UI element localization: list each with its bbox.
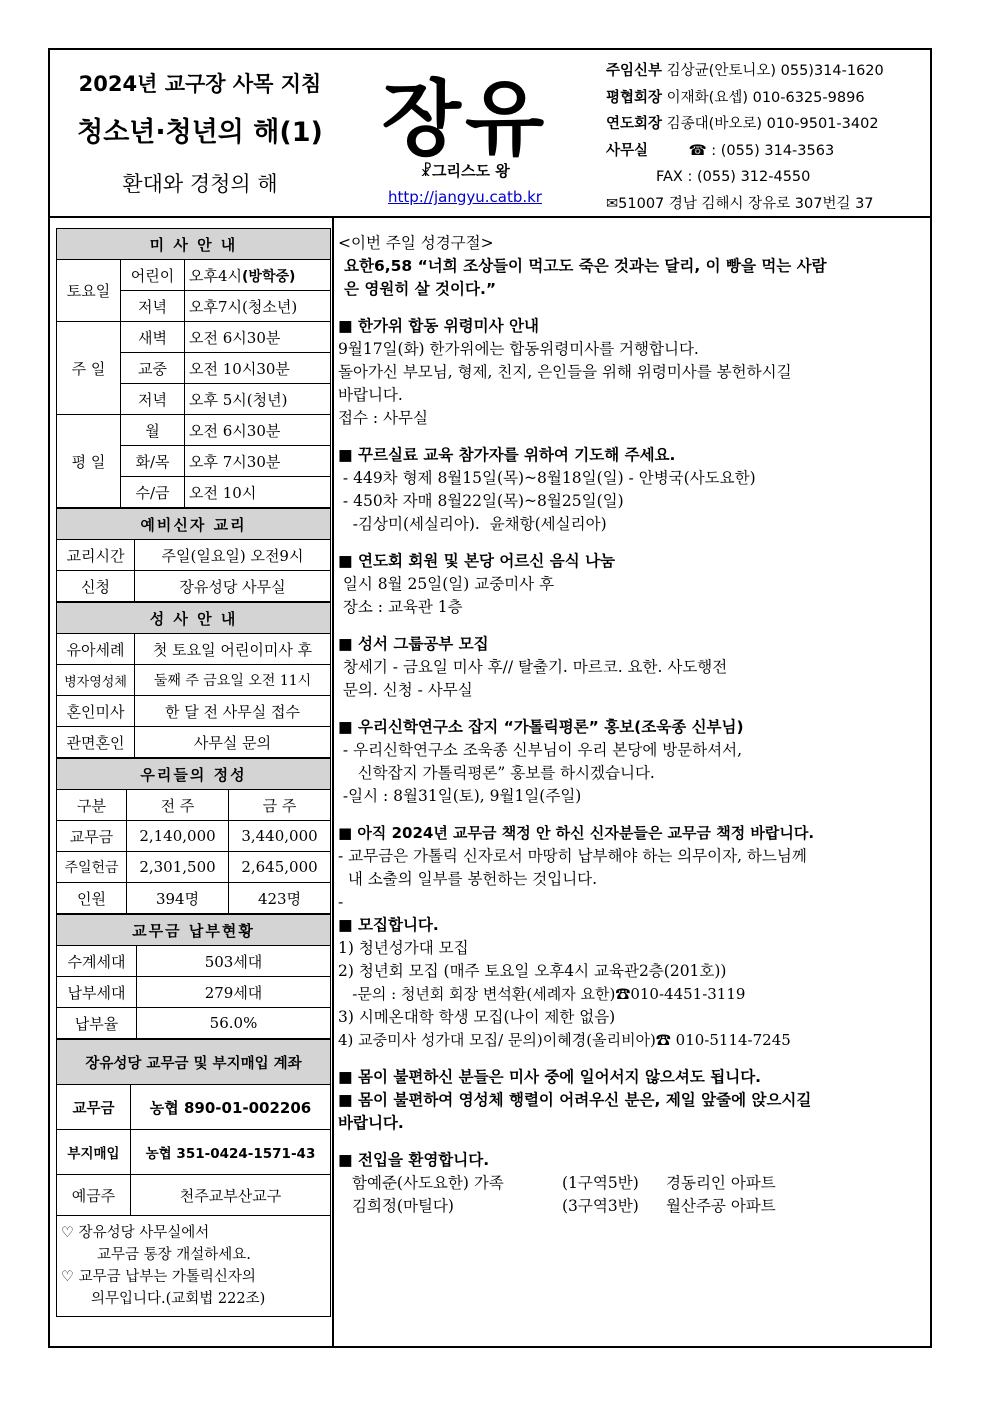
- section-title: ■ 연도회 회원 및 본당 어르신 음식 나눔: [338, 552, 616, 570]
- dues-value: 279세대: [137, 977, 331, 1008]
- welcome-title: ■ 전입을 환영합니다.: [338, 1151, 490, 1169]
- catechumen-key: 신청: [57, 571, 135, 602]
- contact-value: 이재화(요셉) 010-6325-9896: [666, 89, 865, 106]
- contact-value: 김종대(바오로) 010-9501-3402: [666, 116, 879, 132]
- parish-url-link[interactable]: http://jangyu.catb.kr: [388, 188, 542, 206]
- section-line: -일시 : 8월31일(토), 9월1일(주일): [338, 787, 582, 805]
- dues-key: 납부율: [57, 1008, 137, 1039]
- mass-title: 미 사 안 내: [57, 229, 331, 260]
- offering-head: 전 주: [127, 790, 229, 821]
- offering-cell: 교무금: [57, 821, 127, 852]
- offering-cell: 주일헌금: [57, 852, 127, 883]
- theme-subtitle: 환대와 경청의 해: [122, 172, 278, 196]
- section-line: -김상미(세실리아). 윤채항(세실리아): [338, 515, 607, 533]
- dues-title: 교무금 납부현황: [57, 915, 331, 946]
- note-line: 의무입니다.(교회법 222조): [91, 1291, 266, 1307]
- section-line: 4) 교중미사 성가대 모집/ 문의)이혜경(올리비아)☎ 010-5114-7245: [338, 1031, 791, 1049]
- header: [50, 50, 930, 218]
- sacrament-table: [56, 602, 331, 758]
- note-line: 교무금 통장 개설하세요.: [97, 1247, 251, 1263]
- account-number: 농협 351-0424-1571-43: [131, 1130, 331, 1175]
- mass-time: 오전 10시30분: [185, 353, 331, 384]
- account-key: 예금주: [57, 1175, 131, 1216]
- mass-time: 오후7시(청소년): [185, 291, 331, 322]
- contact-row: [606, 191, 926, 218]
- offering-cell: 2,645,000: [229, 852, 331, 883]
- section-line: 일시 8월 25일(일) 교중미사 후: [338, 575, 555, 593]
- section-line: - 450차 자매 8월22일(목)~8월25일(일): [338, 492, 624, 510]
- bulletin-frame: [48, 48, 932, 1348]
- pastoral-guideline: 2024년 교구장 사목 지침: [78, 72, 322, 96]
- account-key: 교무금: [57, 1085, 131, 1130]
- catechumen-table: [56, 508, 331, 602]
- sacrament-value: 사무실 문의: [135, 727, 331, 758]
- section-line: - 우리신학연구소 조욱종 신부님이 우리 본당에 방문하셔서,: [338, 741, 743, 759]
- sacrament-title: 성 사 안 내: [57, 603, 331, 634]
- mass-time: 오후 7시30분: [185, 446, 331, 477]
- mass-table: [56, 228, 331, 508]
- section-title: ■ 우리신학연구소 잡지 “가톨릭평론” 홍보(조욱종 신부님): [338, 718, 744, 736]
- bold-note: ■ 몸이 불편하신 분들은 미사 중에 일어서지 않으셔도 됩니다.: [338, 1068, 762, 1086]
- contact-value: ☎ : (055) 314-3563: [688, 142, 835, 159]
- section-line: 2) 청년회 모집 (매주 토요일 오후4시 교육관2층(201호)): [338, 962, 727, 980]
- dues-notes: [57, 1216, 331, 1317]
- header-left: [50, 50, 350, 216]
- welcome-row: [338, 1172, 928, 1195]
- section-line: -: [338, 893, 344, 911]
- dues-key: 납부세대: [57, 977, 137, 1008]
- mass-time-text: 오후4시: [189, 266, 243, 285]
- mass-kind: 저녁: [121, 291, 185, 322]
- sunday-label: 주 일: [57, 322, 121, 415]
- account-number: 농협 890-01-002206: [131, 1085, 331, 1130]
- sacrament-key: 혼인미사: [57, 696, 135, 727]
- section-line: -문의 : 청년회 회장 변석환(세례자 요한)☎010-4451-3119: [338, 985, 746, 1003]
- section-line: 바랍니다.: [338, 386, 403, 404]
- column-divider: [332, 218, 334, 1348]
- contact-row: [606, 164, 926, 191]
- sacrament-key: 관면혼인: [57, 727, 135, 758]
- account-title: 장유성당 교무금 및 부지매입 계좌: [57, 1040, 331, 1085]
- catechumen-title: 예비신자 교리: [57, 509, 331, 540]
- section-title: ■ 한가위 합동 위령미사 안내: [338, 317, 539, 335]
- contact-row: [606, 138, 926, 165]
- offering-table: [56, 758, 331, 914]
- section-title: ■ 아직 2024년 교무금 책정 안 하신 신자분들은 교무금 책정 바랍니다.: [338, 824, 815, 842]
- mass-time-extra: (방학중): [242, 268, 296, 285]
- section-line: 창세기 - 금요일 미사 후// 탈출기. 마르코. 요한. 사도행전: [338, 658, 728, 676]
- mass-kind: 교중: [121, 353, 185, 384]
- mass-kind: 새벽: [121, 322, 185, 353]
- contact-label: 평협회장: [606, 89, 663, 106]
- bold-note: 바랍니다.: [338, 1114, 404, 1132]
- mass-time: 오전 6시30분: [185, 415, 331, 446]
- catechumen-value: 장유성당 사무실: [135, 571, 331, 602]
- welcome-name: 함예준(사도요한) 가족: [352, 1174, 504, 1192]
- sidebar: [56, 228, 330, 1317]
- verse-title: <이번 주일 성경구절>: [338, 234, 494, 252]
- section-line: 접수 : 사무실: [338, 409, 428, 427]
- catechumen-value: 주일(일요일) 오전9시: [135, 540, 331, 571]
- offering-head: 금 주: [229, 790, 331, 821]
- offering-cell: 3,440,000: [229, 821, 331, 852]
- note-line: ♡ 교무금 납부는 가톨릭신자의: [61, 1269, 256, 1285]
- mass-time: 오전 6시30분: [185, 322, 331, 353]
- saturday-label: 토요일: [57, 260, 121, 322]
- account-table: [56, 1039, 331, 1317]
- offering-cell: 394명: [127, 883, 229, 914]
- dues-value: 56.0%: [137, 1008, 331, 1039]
- section-title: ■ 성서 그룹공부 모집: [338, 635, 489, 653]
- offering-cell: 인원: [57, 883, 127, 914]
- mass-kind: 화/목: [121, 446, 185, 477]
- mass-time: 오후 5시(청년): [185, 384, 331, 415]
- header-title-block: [350, 50, 580, 216]
- sacrament-value: 첫 토요일 어린이미사 후: [135, 634, 331, 665]
- contact-label: 주임신부: [606, 63, 663, 79]
- contact-value: ✉51007 경남 김해시 장유로 307번길 37: [606, 195, 874, 212]
- mass-kind: 월: [121, 415, 185, 446]
- feast-subtitle: ☧그리스도 왕: [420, 162, 510, 180]
- contact-label: 사무실: [606, 142, 649, 159]
- sacrament-value: 둘째 주 금요일 오전 11시: [135, 665, 331, 696]
- account-key: 부지매입: [57, 1130, 131, 1175]
- account-holder: 천주교부산교구: [131, 1175, 331, 1216]
- mass-kind: 어린이: [121, 260, 185, 291]
- section-line: 9월17일(화) 한가위에는 합동위령미사를 거행합니다.: [338, 340, 699, 358]
- offering-cell: 2,140,000: [127, 821, 229, 852]
- bold-note: ■ 몸이 불편하여 영성체 행렬이 어려우신 분은, 제일 앞줄에 앉으시길: [338, 1091, 812, 1109]
- parish-title: 장유: [381, 71, 549, 167]
- dues-table: [56, 914, 331, 1039]
- welcome-address: 경동리인 아파트: [666, 1174, 776, 1192]
- section-title: ■ 모집합니다.: [338, 916, 439, 934]
- contact-value: 김상균(안토니오) 055)314-1620: [666, 63, 884, 79]
- offering-cell: 423명: [229, 883, 331, 914]
- weekday-label: 평 일: [57, 415, 121, 508]
- mass-kind: 저녁: [121, 384, 185, 415]
- section-line: 신학잡지 가톨릭평론” 홍보를 하시겠습니다.: [338, 764, 655, 782]
- section-line: - 449차 형제 8월15일(목)~8월18일(일) - 안병국(사도요한): [338, 469, 756, 487]
- contact-label: 연도회장: [606, 116, 663, 132]
- sacrament-value: 한 달 전 사무실 접수: [135, 696, 331, 727]
- section-title: ■ 꾸르실료 교육 참가자를 위하여 기도해 주세요.: [338, 446, 676, 464]
- offering-title: 우리들의 정성: [57, 759, 331, 790]
- mass-time: [185, 260, 331, 291]
- contact-value: FAX : (055) 312-4550: [656, 169, 811, 185]
- section-line: 장소 : 교육관 1층: [338, 598, 463, 616]
- contact-row: [606, 111, 926, 138]
- contact-row: [606, 58, 926, 85]
- catechumen-key: 교리시간: [57, 540, 135, 571]
- contact-row: [606, 85, 926, 112]
- offering-cell: 2,301,500: [127, 852, 229, 883]
- sacrament-key: 병자영성체: [57, 665, 135, 696]
- welcome-address: 월산주공 아파트: [666, 1197, 776, 1215]
- section-line: 돌아가신 부모님, 형제, 친지, 은인들을 위해 위령미사를 봉헌하시길: [338, 363, 792, 381]
- year-theme: 청소년·청년의 해(1): [77, 117, 323, 148]
- offering-head: 구분: [57, 790, 127, 821]
- verse-line: 요한6,58 “너희 조상들이 먹고도 죽은 것과는 달리, 이 빵을 먹는 사람: [344, 257, 827, 275]
- announcements: [338, 232, 928, 1218]
- welcome-name: 김희정(마틸다): [352, 1197, 454, 1215]
- section-line: 3) 시메온대학 학생 모집(나이 제한 없음): [338, 1008, 616, 1026]
- dues-key: 수계세대: [57, 946, 137, 977]
- welcome-area: (1구역5반): [562, 1174, 639, 1192]
- mass-kind: 수/금: [121, 477, 185, 508]
- welcome-row: [338, 1195, 928, 1218]
- contact-list: [606, 58, 926, 217]
- section-line: 내 소출의 일부를 봉헌하는 것입니다.: [338, 870, 598, 888]
- sacrament-key: 유아세례: [57, 634, 135, 665]
- note-line: ♡ 장유성당 사무실에서: [61, 1225, 210, 1241]
- mass-time: 오전 10시: [185, 477, 331, 508]
- section-line: 문의. 신청 - 사무실: [338, 681, 473, 699]
- verse-line: 은 영원히 살 것이다.”: [344, 280, 497, 298]
- section-line: - 교무금은 가톨릭 신자로서 마땅히 납부해야 하는 의무이자, 하느님께: [338, 847, 807, 865]
- dues-value: 503세대: [137, 946, 331, 977]
- welcome-area: (3구역3반): [562, 1197, 639, 1215]
- section-line: 1) 청년성가대 모집: [338, 939, 469, 957]
